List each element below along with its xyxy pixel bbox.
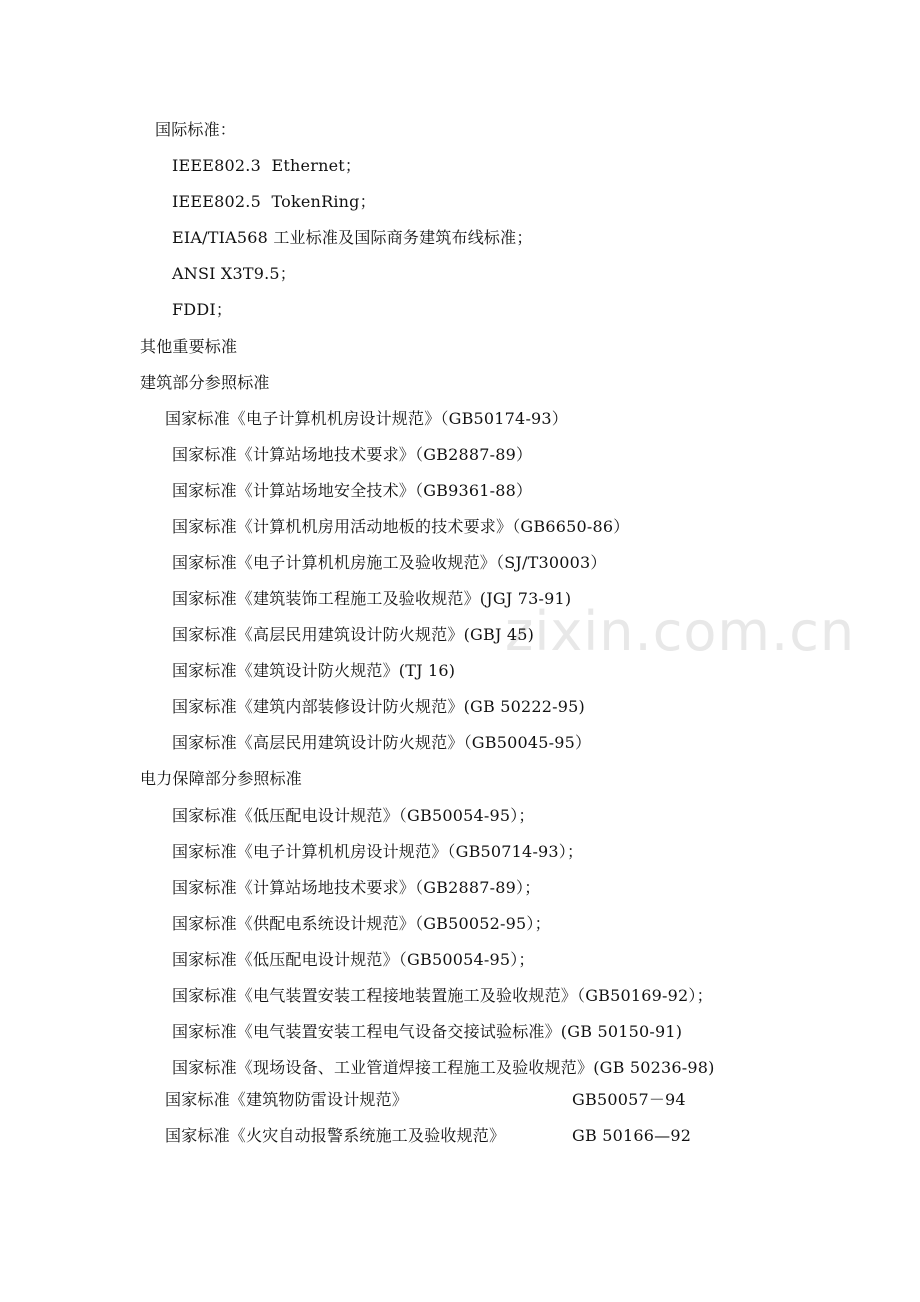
list-item: 国家标准《电子计算机机房施工及验收规范》（SJ/T30003） xyxy=(172,553,607,572)
list-item: 国家标准《计算站场地安全技术》（GB9361-88） xyxy=(172,481,533,500)
list-item: IEEE802.3 Ethernet； xyxy=(172,156,362,175)
standard-code: GB50057－94 xyxy=(572,1090,686,1109)
list-item: IEEE802.5 TokenRing； xyxy=(172,192,376,211)
list-item: 国家标准《电气装置安装工程电气设备交接试验标准》(GB 50150-91) xyxy=(172,1022,683,1041)
standard-code: GB 50166—92 xyxy=(572,1126,692,1145)
heading-international-standards: 国际标准： xyxy=(155,120,237,139)
heading-other-standards: 其他重要标准 xyxy=(140,337,238,356)
list-item: 国家标准《建筑物防雷设计规范》 xyxy=(165,1090,409,1109)
heading-building-standards: 建筑部分参照标准 xyxy=(140,373,270,392)
list-item: 国家标准《火灾自动报警系统施工及验收规范》 xyxy=(165,1126,506,1145)
list-item: 国家标准《电气装置安装工程接地装置施工及验收规范》（GB50169-92）； xyxy=(172,986,713,1005)
watermark: zixin.com.cn xyxy=(505,600,856,663)
list-item: 国家标准《高层民用建筑设计防火规范》（GB50045-95） xyxy=(172,733,592,752)
list-item: 国家标准《低压配电设计规范》（GB50054-95）； xyxy=(172,806,535,825)
list-item: 国家标准《低压配电设计规范》（GB50054-95）； xyxy=(172,950,535,969)
list-item: 国家标准《建筑装饰工程施工及验收规范》(JGJ 73-91) xyxy=(172,589,572,608)
heading-power-standards: 电力保障部分参照标准 xyxy=(140,769,303,788)
list-item: 国家标准《电子计算机机房设计规范》（GB50174-93） xyxy=(165,409,569,428)
list-item: 国家标准《计算站场地技术要求》（GB2887-89） xyxy=(172,445,533,464)
list-item: 国家标准《计算站场地技术要求》（GB2887-89）； xyxy=(172,878,541,897)
list-item: 国家标准《现场设备、工业管道焊接工程施工及验收规范》(GB 50236-98) xyxy=(172,1058,715,1077)
list-item: 国家标准《建筑内部装修设计防火规范》(GB 50222-95) xyxy=(172,697,585,716)
list-item: 国家标准《供配电系统设计规范》（GB50052-95）； xyxy=(172,914,551,933)
list-item: 国家标准《高层民用建筑设计防火规范》(GBJ 45) xyxy=(172,625,535,644)
list-item: 国家标准《计算机机房用活动地板的技术要求》（GB6650-86） xyxy=(172,517,630,536)
list-item: 国家标准《电子计算机机房设计规范》（GB50714-93）； xyxy=(172,842,584,861)
list-item: EIA/TIA568 工业标准及国际商务建筑布线标准； xyxy=(172,228,533,247)
list-item: 国家标准《建筑设计防火规范》(TJ 16) xyxy=(172,661,456,680)
list-item: FDDI； xyxy=(172,300,233,319)
list-item: ANSI X3T9.5； xyxy=(172,264,297,283)
